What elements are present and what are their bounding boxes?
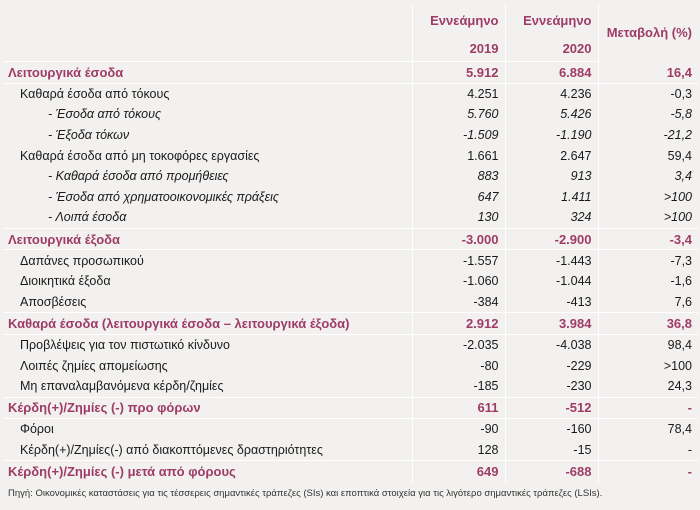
- value-2020: -512: [505, 397, 598, 419]
- value-change: -7,3: [598, 250, 698, 271]
- value-2019: -384: [412, 292, 505, 313]
- row-label: Καθαρά έσοδα από μη τοκοφόρες εργασίες: [20, 148, 260, 163]
- source-note: Πηγή: Οικονομικές καταστάσεις για τις τέσσερεις σημαντικές τράπεζες (SIs) και εποπτικά στοιχεία για τις λιγότερο σημαντικές τράπεζες (LSIs).: [8, 488, 603, 499]
- value-change: -: [598, 397, 698, 419]
- value-2019: -1.557: [412, 250, 505, 271]
- value-2019: -3.000: [412, 228, 505, 250]
- row-other-impairment: [4, 355, 698, 376]
- value-change: -: [598, 461, 698, 482]
- value-2019: 5.912: [412, 62, 505, 84]
- value-2019: -1.060: [412, 271, 505, 292]
- value-2020: 2.647: [505, 145, 598, 166]
- row-non-interest-income: [4, 145, 698, 166]
- row-financial-operations: [4, 187, 698, 208]
- value-2019: 4.251: [412, 83, 505, 104]
- value-2020: 4.236: [505, 83, 598, 104]
- value-2020: -1.443: [505, 250, 598, 271]
- value-change: 16,4: [598, 62, 698, 84]
- row-operating-income: [4, 62, 698, 84]
- financial-table-container: [4, 4, 698, 482]
- value-change: 59,4: [598, 145, 698, 166]
- value-2019: -2.035: [412, 334, 505, 355]
- value-change: >100: [598, 207, 698, 228]
- value-change: >100: [598, 355, 698, 376]
- value-2019: 128: [412, 440, 505, 461]
- row-label: Προβλέψεις για τον πιστωτικό κίνδυνο: [20, 338, 230, 353]
- value-change: -0,3: [598, 83, 698, 104]
- value-change: -3,4: [598, 228, 698, 250]
- value-2019: -80: [412, 355, 505, 376]
- header-label-spacer: [4, 4, 412, 36]
- value-2020: 5.426: [505, 104, 598, 125]
- value-2020: -15: [505, 440, 598, 461]
- row-label: Διοικητικά έξοδα: [20, 274, 111, 289]
- row-administrative-expenses: [4, 271, 698, 292]
- value-change: -1,6: [598, 271, 698, 292]
- value-2019: -1.509: [412, 125, 505, 146]
- value-2019: 649: [412, 461, 505, 482]
- row-net-interest-income: [4, 83, 698, 104]
- value-2020: -1.190: [505, 125, 598, 146]
- value-2020: 6.884: [505, 62, 598, 84]
- value-2020: -688: [505, 461, 598, 482]
- header-col-2019-year: 2019: [412, 36, 505, 62]
- row-label: Λοιπές ζημίες απομείωσης: [20, 358, 168, 373]
- value-2019: 5.760: [412, 104, 505, 125]
- value-2020: -230: [505, 376, 598, 397]
- row-label: - Έσοδα από χρηματοοικονομικές πράξεις: [48, 189, 279, 204]
- row-label: Φόροι: [20, 422, 54, 437]
- row-label: Καθαρά έσοδα από τόκους: [20, 86, 170, 101]
- row-interest-expense: [4, 125, 698, 146]
- value-2019: 647: [412, 187, 505, 208]
- value-2020: 1.411: [505, 187, 598, 208]
- value-change: -5,8: [598, 104, 698, 125]
- header-row-1: [4, 4, 698, 36]
- row-credit-risk-provisions: [4, 334, 698, 355]
- value-2020: -4.038: [505, 334, 598, 355]
- value-2019: -185: [412, 376, 505, 397]
- row-taxes: [4, 419, 698, 440]
- row-other-income: [4, 207, 698, 228]
- row-staff-costs: [4, 250, 698, 271]
- row-operating-expenses: [4, 228, 698, 250]
- value-2020: -1.044: [505, 271, 598, 292]
- row-label: - Έσοδα από τόκους: [48, 107, 162, 122]
- row-profit-after-tax: [4, 461, 698, 482]
- row-label: Δαπάνες προσωπικού: [20, 253, 144, 268]
- value-2019: 130: [412, 207, 505, 228]
- value-2020: -160: [505, 419, 598, 440]
- header-col-change: Μεταβολή (%): [598, 4, 698, 62]
- value-change: 36,8: [598, 313, 698, 335]
- header-col-2019-title: Εννεάμηνο: [412, 4, 505, 36]
- value-change: 98,4: [598, 334, 698, 355]
- row-discontinued-operations: [4, 440, 698, 461]
- row-label: Μη επαναλαμβανόμενα κέρδη/ζημίες: [4, 376, 412, 397]
- row-non-recurring: [4, 376, 698, 397]
- row-label: Λειτουργικά έξοδα: [4, 228, 412, 250]
- header-label-spacer-2: [4, 36, 412, 62]
- row-label: - Έξοδα τόκων: [48, 128, 130, 143]
- value-change: 78,4: [598, 419, 698, 440]
- value-2019: 611: [412, 397, 505, 419]
- row-label: Κέρδη(+)/Ζημίες (-) προ φόρων: [4, 397, 412, 419]
- value-2020: -2.900: [505, 228, 598, 250]
- value-2020: 3.984: [505, 313, 598, 335]
- header-col-2020-year: 2020: [505, 36, 598, 62]
- value-change: 24,3: [598, 376, 698, 397]
- row-label: Καθαρά έσοδα (λειτουργικά έσοδα – λειτουργικά έξοδα): [4, 313, 412, 335]
- value-2019: 883: [412, 166, 505, 187]
- value-change: 7,6: [598, 292, 698, 313]
- value-2020: -229: [505, 355, 598, 376]
- row-net-operating-income: [4, 313, 698, 335]
- row-depreciation: [4, 292, 698, 313]
- row-label: - Λοιπά έσοδα: [4, 207, 412, 228]
- row-interest-income: [4, 104, 698, 125]
- value-change: -21,2: [598, 125, 698, 146]
- value-2019: 1.661: [412, 145, 505, 166]
- value-change: -: [598, 440, 698, 461]
- value-2020: 913: [505, 166, 598, 187]
- row-label: - Καθαρά έσοδα από προμήθειες: [48, 169, 229, 184]
- row-profit-before-tax: [4, 397, 698, 419]
- value-2020: -413: [505, 292, 598, 313]
- income-statement-table: [4, 4, 698, 482]
- value-change: 3,4: [598, 166, 698, 187]
- value-2019: 2.912: [412, 313, 505, 335]
- row-label: Κέρδη(+)/Ζημίες (-) μετά από φόρους: [8, 464, 236, 480]
- row-fee-income: [4, 166, 698, 187]
- value-change: >100: [598, 187, 698, 208]
- header-row-2: [4, 36, 698, 62]
- value-2019: -90: [412, 419, 505, 440]
- value-2020: 324: [505, 207, 598, 228]
- row-label: Λειτουργικά έσοδα: [4, 62, 412, 84]
- row-label: Κέρδη(+)/Ζημίες(-) από διακοπτόμενες δραστηριότητες: [4, 440, 412, 461]
- header-col-2020-title: Εννεάμηνο: [505, 4, 598, 36]
- row-label: Αποσβέσεις: [4, 292, 412, 313]
